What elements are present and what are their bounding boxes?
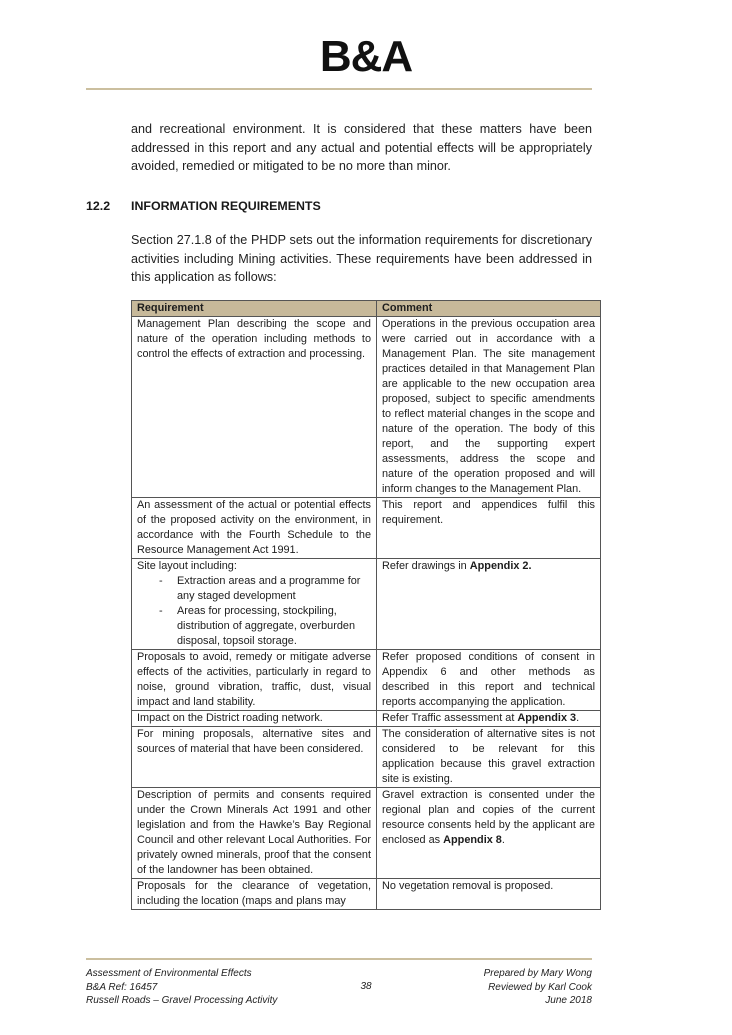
header-requirement: Requirement bbox=[132, 301, 377, 317]
comment-text: Refer drawings in bbox=[382, 560, 470, 572]
table-row bbox=[132, 650, 601, 711]
requirement-cell: Management Plan describing the scope and nature of the operation including methods to control the effects of extraction and processing. bbox=[132, 317, 377, 498]
list-item: - Extraction areas and a programme for any staged development bbox=[137, 574, 371, 604]
table-row bbox=[132, 559, 601, 650]
requirement-cell: An assessment of the actual or potential effects of the proposed activity on the environment, in accordance with the Fourth Schedule to the Resource Management Act 1991. bbox=[132, 498, 377, 559]
table-row bbox=[132, 879, 601, 910]
requirement-bullet-list bbox=[137, 574, 371, 649]
table-row bbox=[132, 727, 601, 788]
footer-project: Russell Roads – Gravel Processing Activity bbox=[86, 995, 278, 1006]
section-paragraph: Section 27.1.8 of the PHDP sets out the information requirements for discretionary activities including Mining activities. These requirements have been addressed in this application as follows: bbox=[131, 233, 592, 285]
requirement-cell bbox=[132, 559, 377, 650]
comment-cell: Refer proposed conditions of consent in Appendix 6 and other methods as described in this report and technical reports accompanying the application. bbox=[377, 650, 601, 711]
comment-cell: No vegetation removal is proposed. bbox=[377, 879, 601, 910]
comment-cell bbox=[377, 711, 601, 727]
appendix-reference: Appendix 8 bbox=[443, 834, 502, 846]
requirement-cell: Description of permits and consents required under the Crown Minerals Act 1991 and other legislation and from the Hawke’s Bay Regional Council and other relevant Local Authorities. For privately owned minerals, proof that the consent of the landowner has been obtained. bbox=[132, 788, 377, 879]
section-title: INFORMATION REQUIREMENTS bbox=[131, 199, 321, 213]
comment-cell bbox=[377, 788, 601, 879]
comment-suffix: . bbox=[501, 834, 505, 846]
comment-cell: Operations in the previous occupation area were carried out in accordance with a Management Plan. The site management practices detailed in that Management Plan are applicable to the new occupation area proposed, subject to specific amendments to reflect material changes in the scope and nature of the operation. The body of this report, and the supporting expert assessments, address the scope and nature of the operation proposed and will inform changes to the Management Plan. bbox=[377, 317, 601, 498]
table-row bbox=[132, 498, 601, 559]
footer-right bbox=[484, 967, 592, 1008]
comment-cell: The consideration of alternative sites is not considered to be relevant for this application because this gravel extraction site is existing. bbox=[377, 727, 601, 788]
section-number: 12.2 bbox=[86, 199, 111, 213]
table-header-row bbox=[132, 301, 601, 317]
table-row bbox=[132, 317, 601, 498]
appendix-reference: Appendix 2. bbox=[469, 560, 532, 572]
header-divider bbox=[86, 88, 592, 90]
comment-cell bbox=[377, 559, 601, 650]
requirement-cell: For mining proposals, alternative sites and sources of material that have been considered. bbox=[132, 727, 377, 788]
information-requirements-table bbox=[131, 300, 601, 910]
table-row bbox=[132, 788, 601, 879]
page-number: 38 bbox=[360, 981, 372, 992]
requirement-cell: Impact on the District roading network. bbox=[132, 711, 377, 727]
comment-cell: This report and appendices fulfil this requirement. bbox=[377, 498, 601, 559]
footer-divider bbox=[86, 958, 592, 960]
comment-text: Gravel extraction is consented under the regional plan and copies of the current resource consents held by the applicant are enclosed as bbox=[382, 789, 595, 846]
requirement-cell bbox=[132, 879, 377, 910]
requirement-cell: Proposals to avoid, remedy or mitigate adverse effects of the activities, particularly in regard to noise, ground vibration, traffic, dust, visual impact and land stability. bbox=[132, 650, 377, 711]
requirement-text: Proposals for the clearance of vegetation, including the location (maps and plans may bbox=[137, 880, 371, 907]
header-comment: Comment bbox=[377, 301, 601, 317]
footer-reference: B&A Ref: 16457 bbox=[86, 981, 158, 993]
footer-prepared-by: Prepared by Mary Wong bbox=[483, 968, 592, 979]
comment-text: Refer Traffic assessment at bbox=[382, 712, 518, 724]
appendix-reference: Appendix 3 bbox=[517, 712, 577, 724]
footer-document-title: Assessment of Environmental Effects bbox=[86, 968, 252, 979]
requirement-text: Site layout including: bbox=[137, 560, 237, 572]
table-row bbox=[132, 711, 601, 727]
intro-paragraph: and recreational environment. It is considered that these matters have been addressed in this report and any actual and potential effects will be appropriately avoided, remedied or mitigated to be no more than minor. bbox=[131, 122, 592, 174]
footer-reviewed-by: Reviewed by Karl Cook bbox=[488, 981, 592, 993]
footer-date: June 2018 bbox=[545, 995, 592, 1006]
list-item: - Areas for processing, stockpiling, distribution of aggregate, overburden disposal, topsoil storage. bbox=[137, 604, 371, 649]
comment-suffix: . bbox=[576, 712, 580, 724]
company-logo: B&A bbox=[319, 32, 413, 81]
